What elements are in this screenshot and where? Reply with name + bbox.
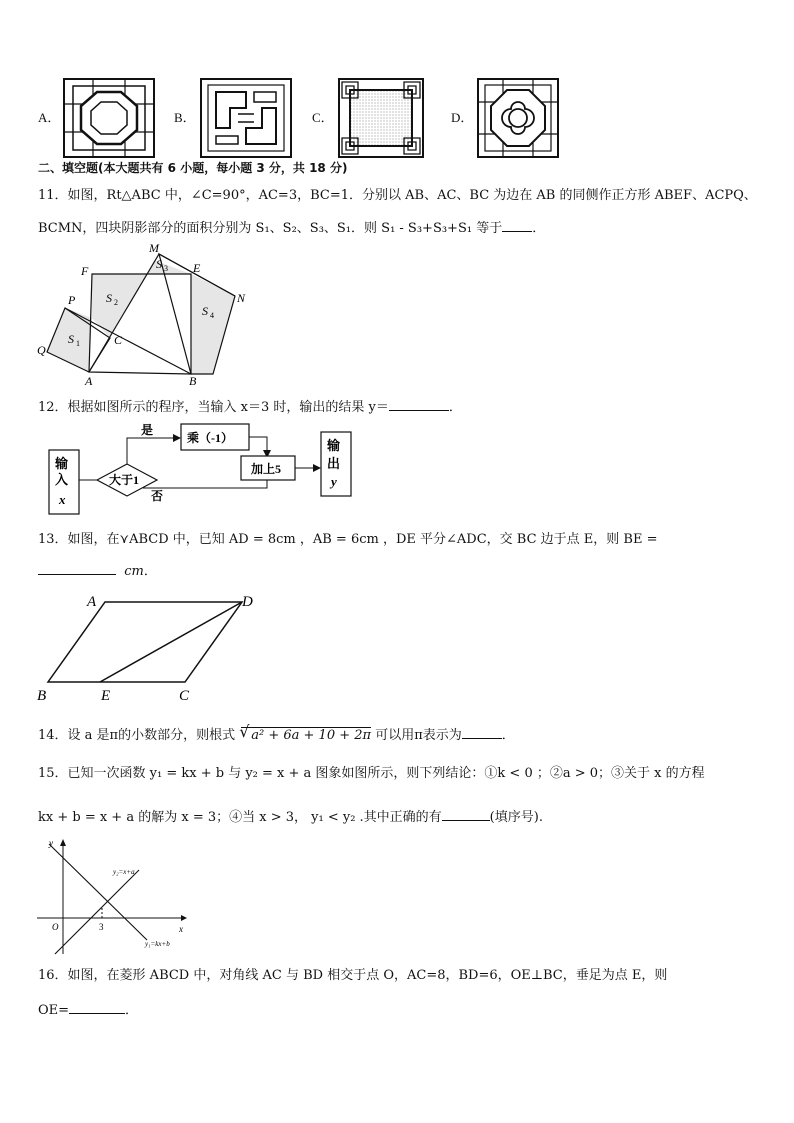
q16-line2 xyxy=(38,1001,138,1019)
label-c: C xyxy=(114,333,123,347)
input-char-2: 入 xyxy=(55,472,69,487)
input-var: x xyxy=(59,492,66,507)
label-e: E xyxy=(101,688,111,704)
q13-parallelogram-figure xyxy=(35,590,265,705)
q14-post: 可以用π表示为 xyxy=(375,728,462,743)
q13-line1: 13．如图，在⋎ABCD 中，已知 AD = 8cm ，AB = 6cm ，DE 平分∠ADC，交 BC 边于点 E，则 BE = xyxy=(38,532,658,547)
q11-answer-blank[interactable] xyxy=(502,219,532,232)
label-s2: S xyxy=(106,291,112,305)
q13-unit: cm xyxy=(124,564,144,579)
q11-figure xyxy=(35,240,265,390)
q13-answer-blank[interactable] xyxy=(38,562,116,575)
q11-line2-end: ． xyxy=(532,221,546,236)
q12-answer-blank[interactable] xyxy=(389,398,449,411)
q14-pre: 14．设 a 是π的小数部分，则根式 xyxy=(38,728,236,743)
q15-graph-figure xyxy=(35,836,195,958)
no-label: 否 xyxy=(151,489,164,503)
label-m: M xyxy=(149,241,159,255)
q15-line2-end: (填序号). xyxy=(489,810,543,825)
radical-sign-icon: √ xyxy=(239,722,250,741)
octagon-window-pattern-icon xyxy=(63,78,155,158)
q13-end: ． xyxy=(143,564,157,579)
add-label: 加上5 xyxy=(251,462,282,476)
q11-line2-text: BCMN，四块阴影部分的面积分别为 S₁、S₂、S₃、S₁．则 S₁ - S₃+S₃+S₁ 等于 xyxy=(38,221,503,236)
line-y1-label: y₁=kx+b xyxy=(145,940,170,948)
q15-line2-text: kx + b = x + a 的解为 x = 3；④当 x > 3， y₁ < y₂ .其中正确的有 xyxy=(38,810,442,825)
q12-end: ． xyxy=(448,400,462,415)
multiply-label: 乘（-1） xyxy=(187,431,233,445)
q15-line2 xyxy=(38,808,543,826)
tick-3-label: 3 xyxy=(99,922,104,932)
label-s2-sub: 2 xyxy=(114,298,118,307)
q14-answer-blank[interactable] xyxy=(462,726,502,739)
option-a-label: A． xyxy=(38,110,61,125)
q12-line xyxy=(38,398,462,416)
yes-label: 是 xyxy=(141,423,154,437)
label-f: F xyxy=(81,264,89,278)
q14-radical xyxy=(239,722,372,744)
q11-line1: 11．如图，Rt△ABC 中，∠C=90°，AC=3，BC=1．分别以 AB、AC、BC 为边在 AB 的同侧作正方形 ABEF、ACPQ、 xyxy=(38,188,757,203)
option-c-label: C． xyxy=(312,110,334,125)
q12-flowchart xyxy=(45,420,375,520)
label-e: E xyxy=(193,261,201,275)
condition-label: 大于1 xyxy=(109,473,140,487)
output-var: y xyxy=(331,474,337,489)
section-title: 二、填空题(本大题共有 6 小题，每小题 3 分，共 18 分) xyxy=(38,161,348,175)
option-d-label: D． xyxy=(451,110,474,125)
axis-y-label: y xyxy=(49,838,53,848)
label-d: D xyxy=(242,594,253,610)
label-s3: S xyxy=(156,257,162,271)
q13-line2 xyxy=(38,562,157,580)
q16-end: ． xyxy=(125,1003,139,1018)
label-c: C xyxy=(179,688,190,704)
label-s1: S xyxy=(68,332,74,346)
label-b: B xyxy=(37,688,47,704)
q14-radicand: a² + 6a + 10 + 2π xyxy=(251,728,372,743)
q15-line1: 15．已知一次函数 y₁ = kx + b 与 y₂ = x + a 图象如图所示，则下列结论：①k < 0 ；②a > 0；③关于 x 的方程 xyxy=(38,766,705,781)
q14-line xyxy=(38,722,515,744)
output-char-2: 出 xyxy=(327,456,341,471)
q16-line1: 16．如图，在菱形 ABCD 中，对角线 AC 与 BD 相交于点 O，AC=8，BD=6，OE⊥BC，垂足为点 E，则 xyxy=(38,968,668,983)
label-a: A xyxy=(85,374,93,388)
q12-text: 12．根据如图所示的程序，当输入 x＝3 时，输出的结果 y＝ xyxy=(38,400,389,415)
q11-line2 xyxy=(38,219,545,237)
origin-label: O xyxy=(52,922,59,932)
axis-x-label: x xyxy=(179,924,183,934)
label-s3-sub: 3 xyxy=(164,264,168,273)
label-a: A xyxy=(87,594,97,610)
q14-end: ． xyxy=(501,728,515,743)
label-p: P xyxy=(68,293,76,307)
label-b: B xyxy=(189,374,197,388)
line-y2-label: y₂=x+a xyxy=(113,868,135,876)
input-char-1: 输 xyxy=(55,456,69,471)
q16-answer-blank[interactable] xyxy=(69,1001,125,1014)
label-s4-sub: 4 xyxy=(210,311,214,320)
corner-fret-window-pattern-icon xyxy=(338,78,424,158)
output-char-1: 输 xyxy=(327,438,341,453)
clover-window-pattern-icon xyxy=(477,78,559,158)
label-s1-sub: 1 xyxy=(76,339,80,348)
label-s4: S xyxy=(202,304,208,318)
q16-line2-text: OE= xyxy=(38,1003,70,1018)
fret-window-pattern-icon xyxy=(200,78,292,158)
q15-answer-blank[interactable] xyxy=(442,808,490,821)
label-q: Q xyxy=(37,343,46,357)
label-n: N xyxy=(237,291,246,305)
option-b-label: B． xyxy=(174,110,196,125)
